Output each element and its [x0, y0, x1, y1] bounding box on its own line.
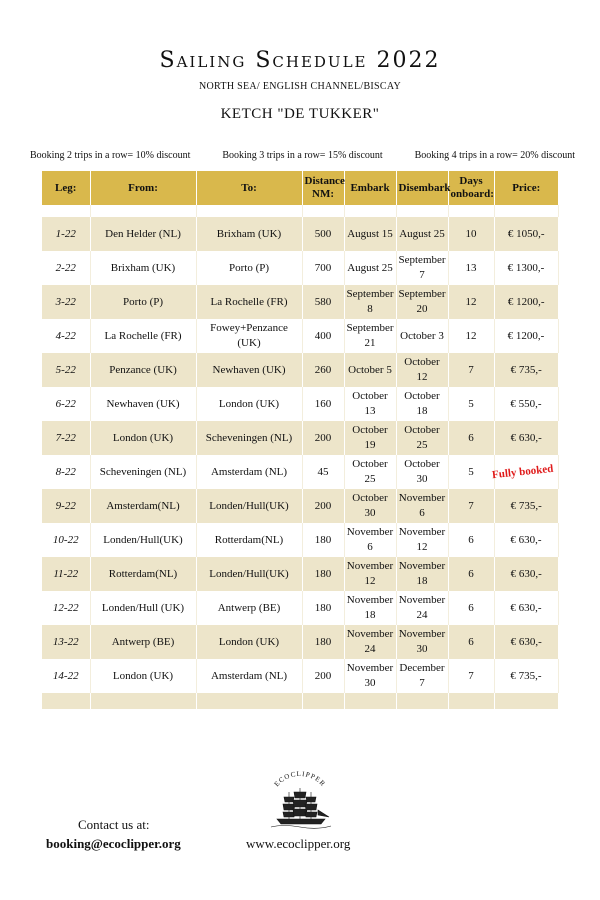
cell-leg: 14-22 [42, 659, 90, 693]
cell-days: 7 [448, 659, 494, 693]
cell-days: 5 [448, 455, 494, 489]
cell-disembark: October 12 [396, 353, 448, 387]
cell-embark: November 12 [344, 557, 396, 591]
cell-price: € 1200,- [494, 319, 558, 353]
cell-price: € 630,- [494, 421, 558, 455]
page-title: Sailing Schedule 2022 [159, 48, 441, 73]
cell-leg: 6-22 [42, 387, 90, 421]
cell-to: Newhaven (UK) [196, 353, 302, 387]
website-link[interactable]: www.ecoclipper.org [246, 836, 351, 851]
table-row [42, 455, 558, 489]
table-header-row [42, 171, 558, 205]
ecoclipper-logo [263, 770, 337, 832]
cell-distance: 200 [302, 659, 344, 693]
cell-to: London (UK) [196, 625, 302, 659]
cell-leg: 5-22 [42, 353, 90, 387]
ship-name: KETCH "DE TUKKER" [220, 106, 380, 122]
cell-days: 5 [448, 387, 494, 421]
cell-from: London (UK) [90, 659, 196, 693]
cell-from: London (UK) [90, 421, 196, 455]
cell-days: 13 [448, 251, 494, 285]
cell-distance: 200 [302, 489, 344, 523]
col-header-days: Days onboard: [448, 171, 494, 205]
cell-to: La Rochelle (FR) [196, 285, 302, 319]
col-header-from: From: [90, 171, 196, 205]
cell-price: € 1200,- [494, 285, 558, 319]
cell-disembark: November 12 [396, 523, 448, 557]
col-header-to: To: [196, 171, 302, 205]
cell-from: Rotterdam(NL) [90, 557, 196, 591]
cell-disembark: August 25 [396, 217, 448, 251]
cell-days: 6 [448, 523, 494, 557]
col-header-distance: Distance NM: [302, 171, 344, 205]
cell-leg: 11-22 [42, 557, 90, 591]
cell-days: 7 [448, 353, 494, 387]
cell-to: Porto (P) [196, 251, 302, 285]
cell-from: Londen/Hull(UK) [90, 523, 196, 557]
cell-from: Scheveningen (NL) [90, 455, 196, 489]
cell-leg: 2-22 [42, 251, 90, 285]
cell-days: 6 [448, 625, 494, 659]
cell-disembark: October 3 [396, 319, 448, 353]
cell-leg: 9-22 [42, 489, 90, 523]
table-row [42, 523, 558, 557]
cell-disembark: September 20 [396, 285, 448, 319]
contact-label: Contact us at: [78, 817, 150, 832]
cell-price [491, 455, 558, 489]
table-row [42, 217, 558, 251]
cell-distance: 180 [302, 557, 344, 591]
cell-embark: September 8 [344, 285, 396, 319]
cell-embark: November 24 [344, 625, 396, 659]
cell-leg: 4-22 [42, 319, 90, 353]
cell-from: La Rochelle (FR) [90, 319, 196, 353]
cell-distance: 160 [302, 387, 344, 421]
table-row [42, 319, 558, 353]
cell-to: Amsterdam (NL) [196, 455, 302, 489]
cell-distance: 700 [302, 251, 344, 285]
cell-distance: 260 [302, 353, 344, 387]
table-row [42, 285, 558, 319]
cell-distance: 45 [302, 455, 344, 489]
cell-price: € 735,- [494, 659, 558, 693]
contact-email-link[interactable]: booking@ecoclipper.org [46, 836, 181, 851]
cell-leg: 10-22 [42, 523, 90, 557]
cell-from: Brixham (UK) [90, 251, 196, 285]
cell-embark: November 6 [344, 523, 396, 557]
cell-from: Amsterdam(NL) [90, 489, 196, 523]
cell-price: € 630,- [494, 591, 558, 625]
cell-days: 7 [448, 489, 494, 523]
cell-disembark: October 18 [396, 387, 448, 421]
cell-days: 6 [448, 557, 494, 591]
table-row [42, 353, 558, 387]
cell-price: € 1050,- [494, 217, 558, 251]
cell-from: Porto (P) [90, 285, 196, 319]
cell-leg: 13-22 [42, 625, 90, 659]
cell-to: Fowey+Penzance (UK) [196, 319, 302, 353]
cell-price: € 1300,- [494, 251, 558, 285]
cell-disembark: December 7 [396, 659, 448, 693]
table-row [42, 659, 558, 693]
discount-3-trips: Booking 3 trips in a row= 15% discount [222, 150, 383, 161]
cell-embark: August 15 [344, 217, 396, 251]
cell-to: Scheveningen (NL) [196, 421, 302, 455]
cell-disembark: November 30 [396, 625, 448, 659]
cell-leg: 12-22 [42, 591, 90, 625]
cell-from: Londen/Hull (UK) [90, 591, 196, 625]
table-row [42, 251, 558, 285]
cell-price: € 630,- [494, 557, 558, 591]
discount-info [30, 150, 575, 161]
cell-price: € 550,- [494, 387, 558, 421]
cell-distance: 180 [302, 523, 344, 557]
cell-days: 10 [448, 217, 494, 251]
cell-days: 12 [448, 285, 494, 319]
cell-price: € 630,- [494, 625, 558, 659]
cell-embark: September 21 [344, 319, 396, 353]
table-row [42, 387, 558, 421]
col-header-price: Price: [494, 171, 558, 205]
svg-text:ECOCLIPPER [273, 770, 328, 788]
cell-distance: 400 [302, 319, 344, 353]
cell-price: € 735,- [494, 489, 558, 523]
cell-to: Amsterdam (NL) [196, 659, 302, 693]
cell-leg: 1-22 [42, 217, 90, 251]
cell-leg: 8-22 [42, 455, 90, 489]
table-spacer-row [42, 205, 558, 217]
table-row [42, 421, 558, 455]
cell-embark: August 25 [344, 251, 396, 285]
cell-distance: 580 [302, 285, 344, 319]
cell-distance: 180 [302, 625, 344, 659]
logo-text: ECOCLIPPER [272, 770, 328, 789]
cell-distance: 180 [302, 591, 344, 625]
cell-distance: 200 [302, 421, 344, 455]
cell-to: Brixham (UK) [196, 217, 302, 251]
table-row [42, 591, 558, 625]
cell-embark: October 13 [344, 387, 396, 421]
schedule-table [42, 171, 559, 709]
col-header-disembark: Disembark [396, 171, 448, 205]
cell-to: London (UK) [196, 387, 302, 421]
cell-from: Penzance (UK) [90, 353, 196, 387]
cell-disembark: November 18 [396, 557, 448, 591]
ship-icon [271, 788, 331, 828]
page-subtitle: NORTH SEA/ ENGLISH CHANNEL/BISCAY [199, 81, 401, 92]
cell-to: Rotterdam(NL) [196, 523, 302, 557]
cell-embark: October 5 [344, 353, 396, 387]
cell-from: Den Helder (NL) [90, 217, 196, 251]
cell-embark: November 18 [344, 591, 396, 625]
cell-leg: 3-22 [42, 285, 90, 319]
cell-disembark: November 24 [396, 591, 448, 625]
cell-to: Londen/Hull(UK) [196, 557, 302, 591]
cell-to: Londen/Hull(UK) [196, 489, 302, 523]
cell-days: 6 [448, 421, 494, 455]
cell-distance: 500 [302, 217, 344, 251]
table-row [42, 557, 558, 591]
cell-leg: 7-22 [42, 421, 90, 455]
cell-embark: October 19 [344, 421, 396, 455]
cell-days: 6 [448, 591, 494, 625]
cell-disembark: October 25 [396, 421, 448, 455]
cell-disembark: September 7 [396, 251, 448, 285]
cell-disembark: October 30 [396, 455, 448, 489]
table-row [42, 489, 558, 523]
cell-from: Antwerp (BE) [90, 625, 196, 659]
cell-embark: October 30 [344, 489, 396, 523]
cell-price: € 630,- [494, 523, 558, 557]
cell-days: 12 [448, 319, 494, 353]
cell-embark: November 30 [344, 659, 396, 693]
cell-to: Antwerp (BE) [196, 591, 302, 625]
col-header-embark: Embark [344, 171, 396, 205]
fully-booked-badge: Fully booked [491, 462, 555, 481]
cell-price: € 735,- [494, 353, 558, 387]
table-tail-row [42, 693, 558, 709]
discount-4-trips: Booking 4 trips in a row= 20% discount [414, 150, 575, 161]
cell-embark: October 25 [344, 455, 396, 489]
col-header-leg: Leg: [42, 171, 90, 205]
cell-from: Newhaven (UK) [90, 387, 196, 421]
discount-2-trips: Booking 2 trips in a row= 10% discount [30, 150, 191, 161]
table-row [42, 625, 558, 659]
cell-disembark: November 6 [396, 489, 448, 523]
